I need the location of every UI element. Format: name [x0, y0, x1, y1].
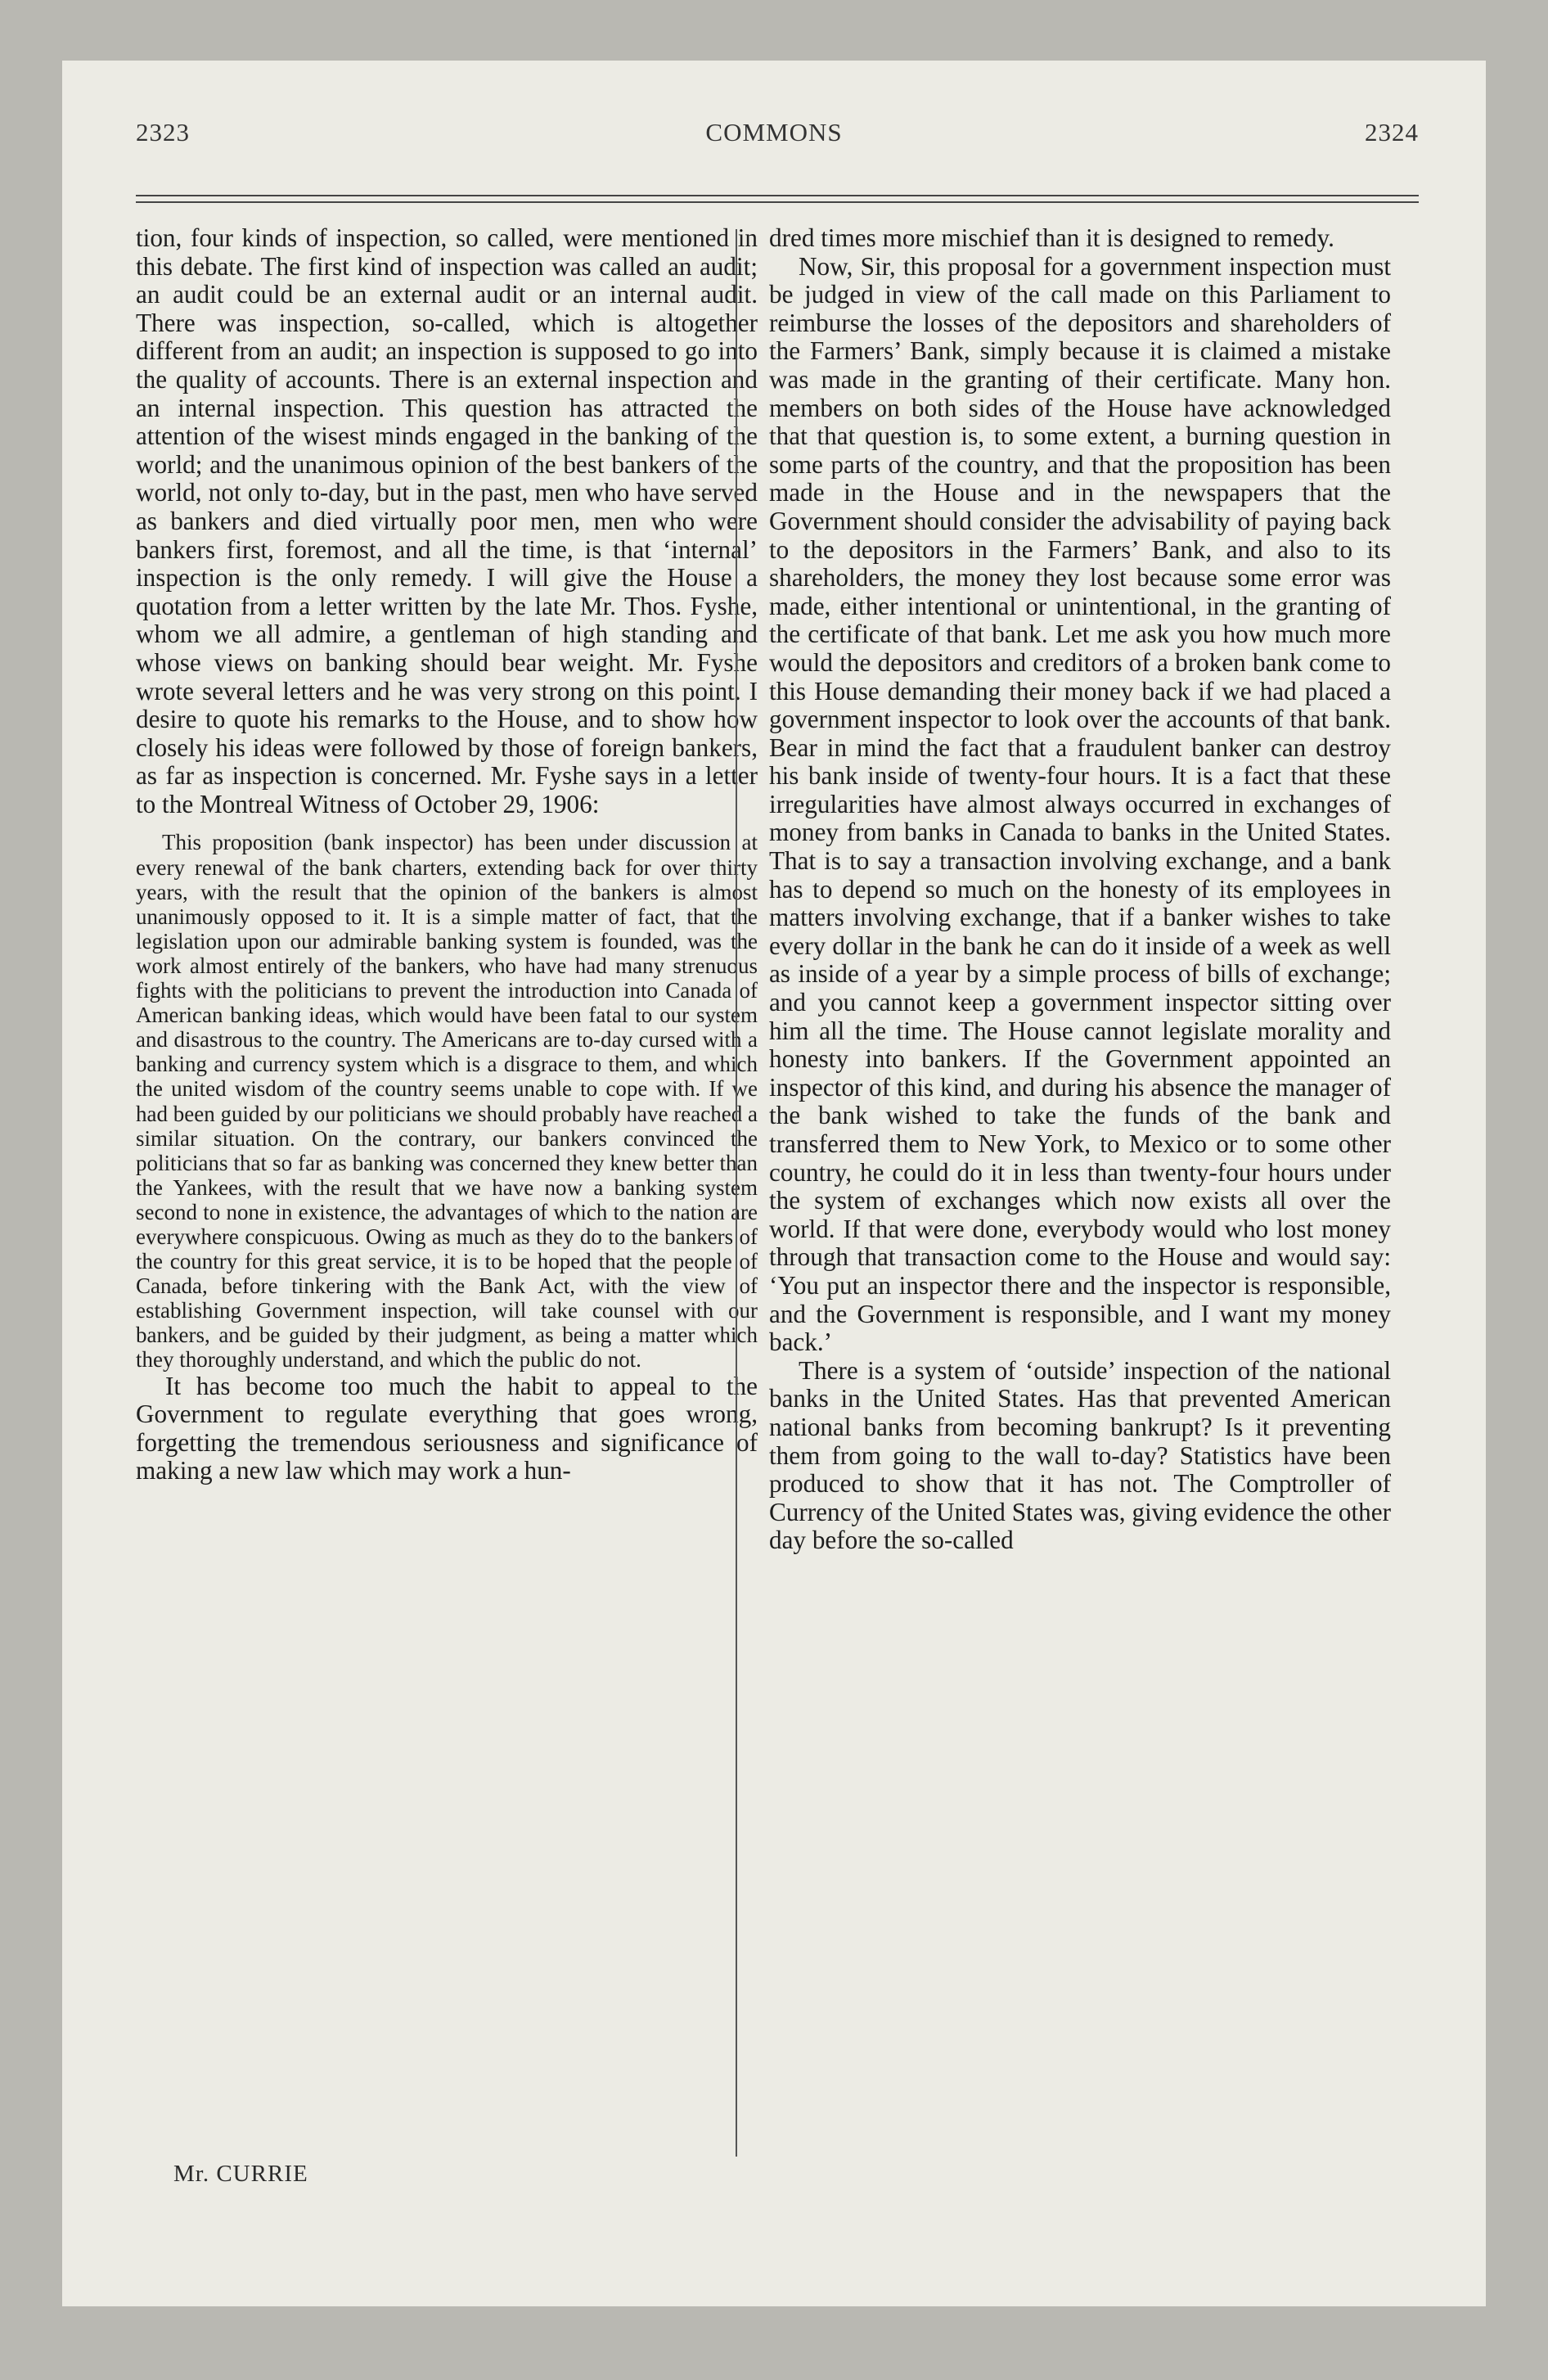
page-number-left: 2323 — [136, 118, 190, 146]
running-title: COMMONS — [705, 118, 843, 146]
right-column — [769, 224, 1391, 1555]
page-number-right: 2324 — [1365, 118, 1419, 146]
paragraph-proposal: Now, Sir, this proposal for a government inspection must be judged in view of the call made on this Parliament to reimburse the losses of the depositors and shareholders of the Farmers’ Bank, simply because it is claimed a mistake was made in the granting of their certificate. Many hon. members on both sides of the House have acknowledged that that question is, to some extent, a burning question in some parts of the country, and that the proposition has been made in the House and in the newspapers that the Government should consider the advisability of paying back to the depositors in the Farmers’ Bank, and also to its shareholders, the money they lost because some error was made, either intentional or unintentional, in the granting of the certificate of that bank. Let me ask you how much more would the depositors and creditors of a broken bank come to this House demanding their money back if we had placed a government inspector to look over the accounts of that bank. Bear in mind the fact that a fraudulent banker can destroy his bank inside of twenty-four hours. It is a fact that these irregularities have almost always occurred in exchanges of money from banks in Canada to banks in the United States. That is to say a transaction involving exchange, and a bank has to depend so much on the honesty of its employees in matters involving exchange, that if a banker wishes to take every dollar in the bank he can do it inside of a week as well as inside of a year by a simple process of bills of exchange; and you cannot keep a government inspector sitting over him all the time. The House cannot legislate morality and honesty into bankers. If the Government appointed an inspector of this kind, and during his absence the manager of the bank wished to take the funds of the bank and transferred them to New York, to Mexico or to some other country, he could do it in less than twenty-four hours under the system of exchanges which now exists all over the world. If that were done, everybody would who lost money through that transaction come to the House and would say: ‘You put an inspector there and the inspector is responsible, and the Government is responsible, and I want my money back.’ — [769, 251, 1391, 1357]
paragraph-outside-inspection: There is a system of ‘outside’ inspection of the national banks in the United States. Has that prevented American national banks from becoming bankrupt? Is it preventing them from going to the wall to-day? Statistics have been produced to show that it has not. The Comptroller of Currency of the United States was, giving evidence the other day before the so-called — [769, 1355, 1391, 1555]
speaker-footer: Mr. CURRIE — [173, 2161, 308, 2187]
left-column — [136, 224, 758, 1485]
paragraph-continuation: dred times more mischief than it is designed to remedy. — [769, 223, 1334, 252]
hansard-page — [62, 61, 1486, 2306]
header-rule-bottom — [136, 201, 1419, 203]
paragraph-debate-opening: tion, four kinds of inspection, so called, were mentioned in this debate. The first kind of inspection was called an audit; an audit could be an external audit or an internal audit. There was inspection, so-called, which is altogether different from an audit; an inspection is supposed to go into the quality of accounts. There is an external inspection and an internal inspection. This question has attracted the attention of the wisest minds engaged in the banking of the world; and the unanimous opinion of the best bankers of the world, not only to-day, but in the past, men who have served as bankers and died virtually poor men, men who were bankers first, foremost, and all the time, is that ‘internal’ inspection is the only remedy. I will give the House a quotation from a letter written by the late Mr. Thos. Fyshe, whom we all admire, a gentleman of high standing and whose views on banking should bear weight. Mr. Fyshe wrote several letters and he was very strong on this point. I desire to quote his remarks to the House, and to show how closely his ideas were followed by those of foreign bankers, as far as inspection is concerned. Mr. Fyshe says in a letter to the Montreal Witness of October 29, 1906: — [136, 223, 758, 818]
fyshe-quotation: This proposition (bank inspector) has been under discussion at every renewal of the bank charters, extending back for over thirty years, with the result that the opinion of the bankers is almost unanimously opposed to it. It is a simple matter of fact, that the legislation upon our admirable banking system is founded, was the work almost entirely of the bankers, who have had many strenuous fights with the politicians to prevent the introduction into Canada of American banking ideas, which would have been fatal to our system and disastrous to the country. The Americans are to-day cursed with a banking and currency system which is a disgrace to them, and which the united wisdom of the country seems unable to cope with. If we had been guided by our politicians we should probably have reached a similar situation. On the contrary, our bankers convinced the politicians that so far as banking was concerned they knew better than the Yankees, with the result that we have now a banking system second to none in existence, the advantages of which to the nation are everywhere conspicuous. Owing as much as they do to the bankers of the country for this great service, it is to be hoped that the people of Canada, before tinkering with the Bank Act, with the view of establishing Government inspection, will take counsel with our bankers, and be guided by their judgment, as being a matter which they thoroughly understand, and which the public do not. — [136, 830, 758, 1373]
header-rule-top — [136, 195, 1419, 196]
paragraph-habit: It has become too much the habit to appeal to the Government to regulate everything that goes wrong, forgetting the tremendous seriousness and significance of making a new law which may work a hun- — [136, 1371, 758, 1485]
column-divider — [736, 229, 737, 2157]
